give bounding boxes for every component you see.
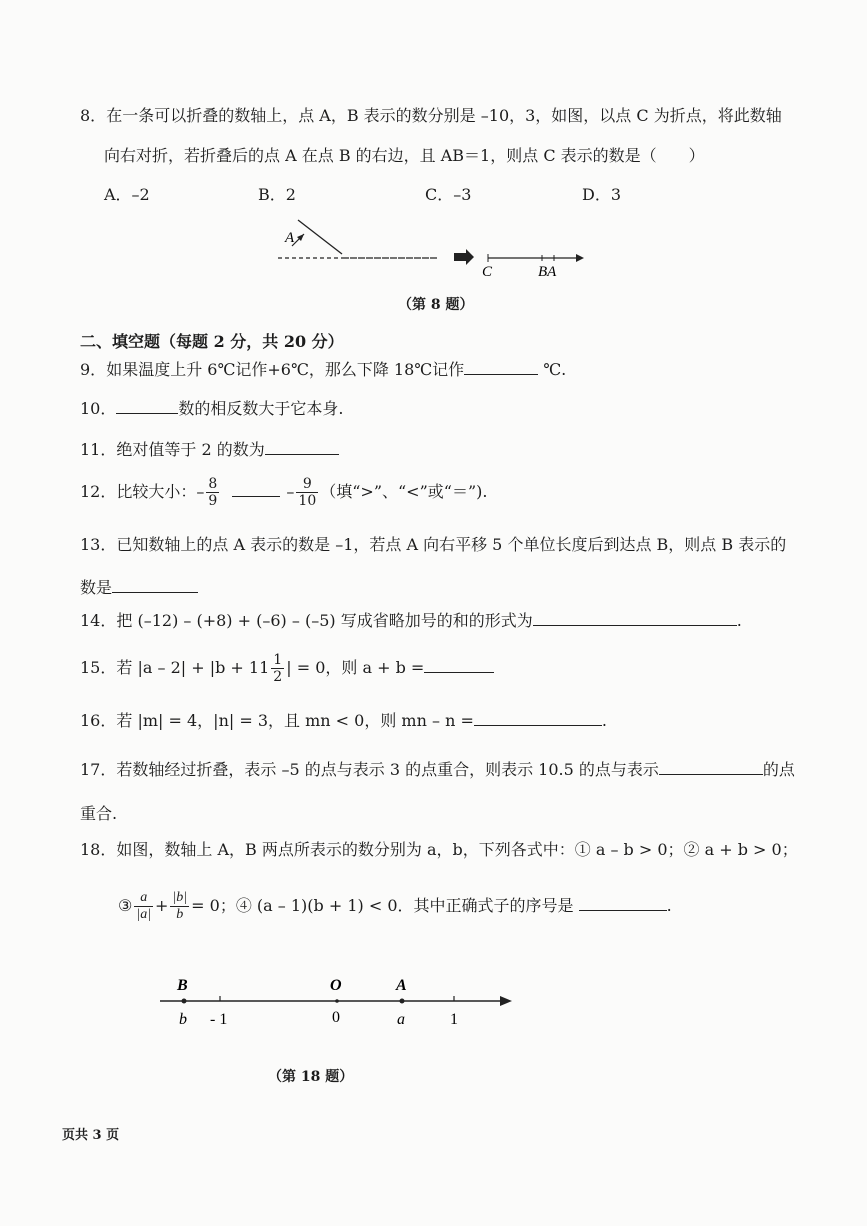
q18-fraction-b bbox=[170, 890, 189, 923]
q12-text: 比较大小： bbox=[116, 482, 197, 501]
q18-value-zero: 0 bbox=[332, 1009, 340, 1026]
q14-blank[interactable] bbox=[533, 611, 737, 626]
q15-fraction bbox=[271, 652, 284, 685]
q12-number: 12． bbox=[80, 482, 117, 501]
q18-fraction-a bbox=[134, 890, 153, 923]
q18-label-a: A bbox=[396, 977, 407, 994]
q15-mixed-whole: 1 bbox=[259, 658, 270, 677]
q17-line2: 重合. bbox=[80, 804, 118, 823]
q17-number: 17． bbox=[80, 760, 117, 779]
q8-label-c: C bbox=[482, 264, 493, 280]
q9-blank[interactable] bbox=[464, 360, 538, 375]
q18-value-one: 1 bbox=[450, 1011, 458, 1028]
q12-frac2-num: 9 bbox=[296, 476, 318, 493]
q12-frac1-num: 8 bbox=[208, 476, 218, 492]
q12-blank[interactable] bbox=[232, 482, 280, 497]
q13-line2 bbox=[80, 575, 198, 598]
q13-number: 13． bbox=[80, 535, 117, 554]
q11-text: 绝对值等于 2 的数为 bbox=[116, 440, 265, 459]
q11 bbox=[80, 440, 339, 460]
q17-text-2: 的点 bbox=[762, 760, 795, 779]
q16 bbox=[80, 711, 607, 731]
q15-number: 15． bbox=[80, 658, 117, 677]
q12-fraction-2 bbox=[296, 476, 318, 509]
q17-blank[interactable] bbox=[659, 760, 763, 775]
q8-label-a: A bbox=[285, 230, 295, 246]
q18-caption: （第 18 题） bbox=[268, 1069, 354, 1085]
q18-frac-b-den: b bbox=[176, 907, 184, 922]
q18-line1 bbox=[80, 840, 798, 860]
q15-text-2: | = 0，则 a + b = bbox=[286, 658, 425, 677]
q12-frac2-sign: – bbox=[286, 482, 295, 501]
q10-blank[interactable] bbox=[116, 399, 178, 414]
q18-label-b: B bbox=[177, 977, 188, 994]
q9-number: 9． bbox=[80, 360, 107, 379]
q16-period: . bbox=[601, 711, 607, 730]
q18-frac-a-num: a bbox=[134, 890, 153, 907]
q15-frac-num: 1 bbox=[273, 652, 283, 668]
q18-item3-marker: ③ bbox=[118, 896, 133, 915]
q11-blank[interactable] bbox=[265, 440, 339, 455]
q8-result-axis-arrow bbox=[576, 254, 584, 262]
q12-frac1-sign: – bbox=[196, 482, 205, 501]
q18-axis-arrow-icon bbox=[500, 996, 512, 1006]
q18-blank[interactable] bbox=[579, 896, 667, 911]
q12-hint: （填“>”、“<”或“＝”). bbox=[320, 482, 488, 501]
q16-blank[interactable] bbox=[474, 711, 602, 726]
q15-text: 若 |a – 2| + |b + 1 bbox=[116, 658, 260, 677]
q16-number: 16． bbox=[80, 711, 117, 730]
q15-blank[interactable] bbox=[424, 658, 494, 673]
q14-text: 把 (–12) – (+8) + (–6) – (–5) 写成省略加号的和的形式为 bbox=[116, 611, 533, 630]
q18-label-o: O bbox=[330, 977, 342, 994]
q13-text-1: 已知数轴上的点 A 表示的数是 –1，若点 A 向右平移 5 个单位长度后到达点 B，则点 B 表示的 bbox=[116, 535, 787, 554]
q8-right-arrow-icon bbox=[454, 249, 474, 265]
q8-label-ba: BA bbox=[538, 264, 557, 280]
q12-frac2-den: 10 bbox=[298, 493, 317, 509]
q10 bbox=[80, 399, 343, 419]
q18-number: 18． bbox=[80, 840, 117, 859]
q15 bbox=[80, 650, 494, 686]
q8-option-d: D．3 bbox=[582, 185, 622, 204]
page-footer: 页共 3 页 bbox=[62, 1128, 120, 1143]
q13-text-2: 数是 bbox=[80, 578, 113, 597]
q18-point-a bbox=[400, 999, 405, 1004]
q10-number: 10． bbox=[80, 399, 117, 418]
q8-folded-segment bbox=[298, 220, 342, 254]
q8-line1 bbox=[80, 106, 782, 126]
q9-unit: ℃. bbox=[543, 360, 567, 379]
q9-text: 如果温度上升 6℃记作+6℃，那么下降 18℃记作 bbox=[106, 360, 465, 379]
q8-option-a: A．–2 bbox=[104, 185, 150, 204]
q13-blank[interactable] bbox=[112, 578, 198, 593]
q18-frac-b-num: |b| bbox=[172, 890, 188, 905]
q18-text-1: 如图，数轴上 A，B 两点所表示的数分别为 a，b，下列各式中：① a – b > 0；② a + b > 0； bbox=[116, 840, 798, 859]
q8-option-c: C．–3 bbox=[425, 185, 472, 204]
q18-line2: ③ $\frac{a}{|a|}$ + $\frac{|b|}{b}$ = 0；④ (a – 1)(b + 1) < 0．其中正确式子的序号是 . bbox=[118, 890, 672, 922]
q15-frac-den: 2 bbox=[273, 669, 283, 685]
q8-line2: 向右对折，若折叠后的点 A 在点 B 的右边，且 AB＝1，则点 C 表示的数是（ ） bbox=[104, 146, 705, 165]
q17-text-1: 若数轴经过折叠，表示 –5 的点与表示 3 的点重合，则表示 10.5 的点与表示 bbox=[116, 760, 659, 779]
q18-value-a: a bbox=[397, 1011, 405, 1028]
q10-text: 数的相反数大于它本身. bbox=[178, 399, 344, 418]
q16-text: 若 |m| = 4，|n| = 3，且 mn < 0，则 mn – n = bbox=[116, 711, 474, 730]
section-heading: 二、填空题（每题 2 分，共 20 分） bbox=[80, 332, 344, 351]
q11-number: 11． bbox=[80, 440, 117, 459]
q18-point-b bbox=[182, 999, 187, 1004]
q12-fraction-1 bbox=[206, 476, 219, 509]
q18-frac-a-den: |a| bbox=[136, 907, 152, 922]
q18-number-line bbox=[158, 972, 518, 1032]
q8-figure bbox=[270, 218, 590, 278]
q8-text-1: 在一条可以折叠的数轴上，点 A，B 表示的数分别是 –10，3，如图，以点 C 为折点，将此数轴 bbox=[106, 106, 782, 125]
q13-line1 bbox=[80, 535, 786, 555]
q8-option-b: B．2 bbox=[258, 185, 296, 204]
q14-period: . bbox=[736, 611, 742, 630]
q18-period: . bbox=[666, 896, 672, 915]
q8-number: 8． bbox=[80, 106, 107, 125]
q14-number: 14． bbox=[80, 611, 117, 630]
q18-text-2: = 0；④ (a – 1)(b + 1) < 0．其中正确式子的序号是 bbox=[191, 896, 574, 915]
q8-caption: （第 8 题） bbox=[398, 297, 474, 313]
q18-value-minus-one: - 1 bbox=[210, 1011, 228, 1028]
q12-frac1-den: 9 bbox=[208, 493, 218, 509]
q17-line1 bbox=[80, 760, 795, 780]
q18-value-b: b bbox=[179, 1011, 187, 1028]
q18-point-o bbox=[335, 999, 339, 1003]
q14 bbox=[80, 611, 742, 631]
q12 bbox=[80, 474, 487, 510]
q9 bbox=[80, 360, 566, 380]
